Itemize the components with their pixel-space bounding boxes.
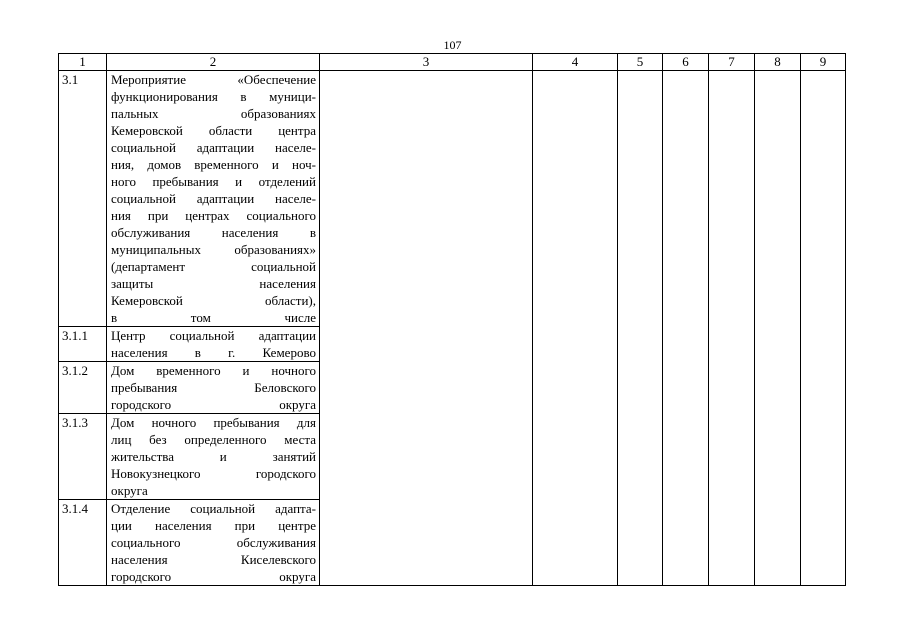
text-line [111,156,316,173]
text-word: занятий [272,449,316,464]
text-line [111,258,316,275]
text-line [111,105,316,122]
text-word: ного [111,174,136,189]
empty-cell-col-3 [320,500,533,586]
text-line [111,362,316,379]
document-table [58,53,846,586]
row-description [107,71,320,327]
text-word: защиты населения [111,276,316,291]
row-description [107,362,320,414]
text-line [111,414,316,431]
empty-cell-col-6 [663,362,709,414]
text-word: временного [194,157,259,172]
text-word: «Обеспечение [237,72,316,87]
text-word: ния [111,208,131,223]
text-word: Кемеровской области), [111,293,316,308]
text-word: населения [154,518,212,533]
text-word: ночного [271,363,316,378]
row-number: 3.1.2 [59,362,107,414]
text-line [111,568,316,585]
text-word: адаптации [196,140,255,155]
table-row [59,327,846,362]
text-word: без [149,432,167,447]
text-word: населе- [274,140,316,155]
text-word: городского округа [111,569,316,584]
text-word: и [271,157,279,172]
text-line [111,71,316,88]
text-word: Дом [111,415,135,430]
text-word: социальной [169,328,235,343]
text-word: пребывания [152,174,219,189]
empty-cell-col-4 [533,414,618,500]
text-word: образованиях [240,106,316,121]
text-line [111,448,316,465]
text-line [111,482,316,499]
text-line [111,207,316,224]
text-line [111,88,316,105]
empty-cell-col-8 [755,327,801,362]
text-word: Киселевского [240,552,316,567]
text-word: населения [221,225,279,240]
text-word: городского округа [111,397,316,412]
empty-cell-col-9 [801,71,846,327]
table-row [59,414,846,500]
page-number: 107 [443,38,462,52]
text-line [111,292,316,309]
text-word: при [234,518,256,533]
text-word: отделений [258,174,316,189]
text-word: социального [246,208,316,223]
text-word: адапта- [275,501,316,516]
empty-cell-col-4 [533,500,618,586]
empty-cell-col-5 [618,71,663,327]
text-word: ноч- [292,157,316,172]
empty-cell-col-6 [663,327,709,362]
text-word: Беловского [254,380,316,395]
text-word: центре [278,518,316,533]
text-line [111,500,316,517]
text-word: в [240,89,247,104]
empty-cell-col-8 [755,362,801,414]
empty-cell-col-6 [663,71,709,327]
header-cell-8: 8 [755,54,801,71]
empty-cell-col-3 [320,71,533,327]
text-word: центрах [185,208,230,223]
empty-cell-col-3 [320,362,533,414]
header-cell-6: 6 [663,54,709,71]
text-word: домов [147,157,182,172]
empty-cell-col-4 [533,71,618,327]
text-line [111,379,316,396]
text-word: социальной [111,140,176,155]
empty-cell-col-4 [533,327,618,362]
table-row [59,71,846,327]
text-line [111,122,316,139]
row-description [107,500,320,586]
text-word: Новокузнецкого [111,466,201,481]
text-word: ночного [151,415,197,430]
text-word: округа [111,483,148,498]
table-row [59,362,846,414]
text-line [111,241,316,258]
row-number: 3.1.3 [59,414,107,500]
text-line [111,344,316,361]
text-line [111,534,316,551]
text-word: области [208,123,253,138]
text-line [111,309,316,326]
empty-cell-col-3 [320,414,533,500]
text-word: Мероприятие [111,72,186,87]
row-number: 3.1.1 [59,327,107,362]
empty-cell-col-7 [709,71,755,327]
text-word: в том числе [111,310,316,325]
empty-cell-col-9 [801,414,846,500]
text-word: жительства [111,449,174,464]
header-row [59,54,846,71]
text-word: муници- [269,89,316,104]
text-word: функционирования [111,89,218,104]
header-cell-7: 7 [709,54,755,71]
text-line [111,224,316,241]
text-line [111,465,316,482]
text-word: пребывания [213,415,280,430]
text-word: временного [156,363,221,378]
text-word: адаптации [196,191,255,206]
text-word: пребывания [111,380,178,395]
text-word: городского [255,466,316,481]
empty-cell-col-7 [709,327,755,362]
text-word: обслуживания [111,225,191,240]
empty-cell-col-7 [709,414,755,500]
empty-cell-col-8 [755,500,801,586]
text-word: социального [111,535,181,550]
text-word: центра [278,123,316,138]
text-word: социальной [111,191,176,206]
text-line [111,431,316,448]
text-word: Кемеровской [111,123,183,138]
header-cell-9: 9 [801,54,846,71]
empty-cell-col-6 [663,414,709,500]
empty-cell-col-9 [801,500,846,586]
text-word: населения [111,552,168,567]
empty-cell-col-7 [709,500,755,586]
text-word: Центр [111,328,146,343]
empty-cell-col-4 [533,362,618,414]
empty-cell-col-7 [709,362,755,414]
header-cell-1: 1 [59,54,107,71]
text-line [111,275,316,292]
text-line [111,517,316,534]
text-word: и [242,363,250,378]
empty-cell-col-9 [801,362,846,414]
header-cell-2: 2 [107,54,320,71]
text-word: пальных [111,106,159,121]
header-cell-4: 4 [533,54,618,71]
text-word: определенного [184,432,267,447]
text-word: и [219,449,227,464]
empty-cell-col-9 [801,327,846,362]
table-row [59,500,846,586]
text-word: обслуживания [236,535,316,550]
empty-cell-col-8 [755,71,801,327]
text-word: населе- [274,191,316,206]
empty-cell-col-5 [618,362,663,414]
empty-cell-col-5 [618,414,663,500]
empty-cell-col-5 [618,327,663,362]
text-word: для [296,415,316,430]
header-cell-5: 5 [618,54,663,71]
row-description [107,414,320,500]
empty-cell-col-8 [755,414,801,500]
text-word: места [284,432,316,447]
text-line [111,327,316,344]
text-line [111,551,316,568]
text-word: социальной [190,501,256,516]
empty-cell-col-6 [663,500,709,586]
row-number: 3.1 [59,71,107,327]
row-description [107,327,320,362]
text-word: Отделение [111,501,171,516]
text-word: (департамент социальной [111,259,316,274]
text-line [111,190,316,207]
text-word: при [147,208,169,223]
text-word: в [309,225,316,240]
text-word: населения в г. Кемерово [111,345,316,360]
empty-cell-col-3 [320,327,533,362]
empty-cell-col-5 [618,500,663,586]
text-word: ции [111,518,132,533]
text-word: муниципальных образованиях» [111,242,316,257]
text-word: Дом [111,363,135,378]
row-number: 3.1.4 [59,500,107,586]
text-word: и [235,174,243,189]
text-word: адаптации [258,328,316,343]
text-line [111,139,316,156]
text-word: ния, [111,157,135,172]
text-word: лиц [111,432,132,447]
text-line [111,173,316,190]
text-line [111,396,316,413]
header-cell-3: 3 [320,54,533,71]
